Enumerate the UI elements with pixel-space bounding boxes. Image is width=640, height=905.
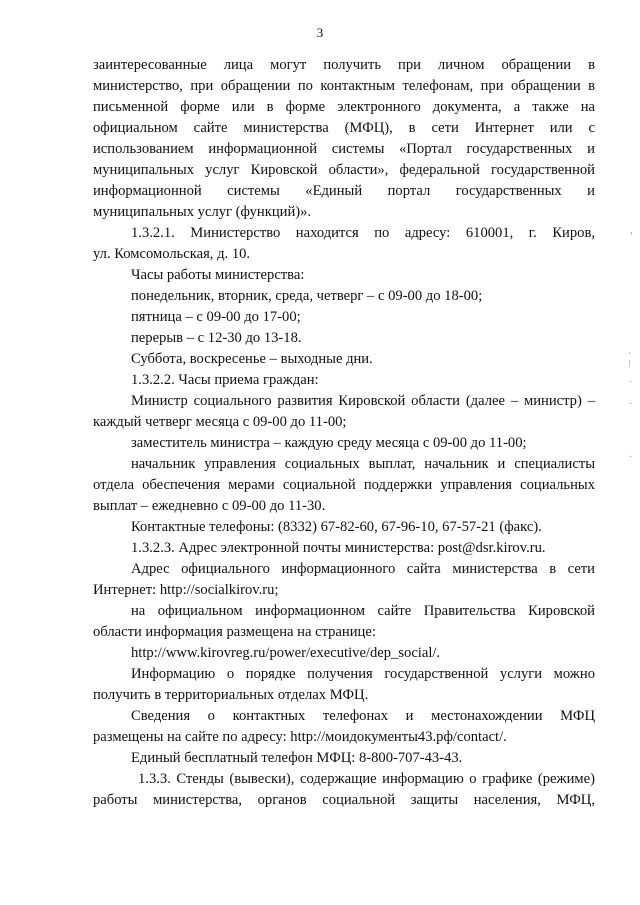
- text-line: выплат – ежедневно с 09-00 до 11-30.: [93, 498, 326, 514]
- text-line: работы министерства, органов социальной защиты населения, МФЦ,: [93, 792, 595, 808]
- text-line: каждый четверг месяца с 09-00 до 11-00;: [93, 414, 347, 430]
- text-line: письменной форме или в форме электронного документа, а также на: [93, 99, 595, 115]
- text-line: муниципальных услуг Кировской области», федеральной государственной: [93, 162, 595, 178]
- text-line: информационной системы «Единый портал государственных и: [93, 183, 595, 199]
- text-line: получить в территориальных отделах МФЦ.: [93, 687, 369, 703]
- text-line: отдела обеспечения мерами социальной поддержки управления социальных: [93, 477, 595, 493]
- margin-mark: ': [630, 231, 633, 242]
- margin-mark: ·: [629, 452, 633, 463]
- text-line: заместитель министра – каждую среду месяца с 09-00 до 11-00;: [131, 435, 527, 451]
- text-line: Министр социального развития Кировской области (далее – министр) –: [131, 393, 595, 409]
- margin-mark: ·: [629, 399, 633, 410]
- margin-mark: ⁝: [628, 359, 632, 370]
- text-line: 1.3.2.1. Министерство находится по адресу: 610001, г. Киров,: [131, 225, 595, 241]
- margin-mark: ·: [629, 377, 633, 388]
- text-line: Адрес официального информационного сайта министерства в сети: [131, 561, 595, 577]
- text-line: Интернет: http://socialkirov.ru;: [93, 582, 279, 598]
- text-line: Сведения о контактных телефонах и местонахождении МФЦ: [131, 708, 595, 724]
- text-line: 1.3.2.3. Адрес электронной почты министерства: post@dsr.kirov.ru.: [131, 540, 546, 556]
- text-line: Контактные телефоны: (8332) 67-82-60, 67-96-10, 67-57-21 (факс).: [131, 519, 542, 535]
- text-line: заинтересованные лица могут получить при личном обращении в: [93, 57, 595, 73]
- text-line: Единый бесплатный телефон МФЦ: 8-800-707-43-43.: [131, 750, 463, 766]
- text-line: 1.3.2.2. Часы приема граждан:: [131, 372, 319, 388]
- body-text: [93, 55, 595, 811]
- text-line: использованием информационной системы «Портал государственных и: [93, 141, 595, 157]
- text-line: официальном сайте министерства (МФЦ), в сети Интернет или с: [93, 120, 595, 136]
- margin-mark: ·: [628, 349, 632, 360]
- text-line: ул. Комсомольская, д. 10.: [93, 246, 251, 262]
- text-line: Часы работы министерства:: [131, 267, 305, 283]
- text-line: на официальном информационном сайте Правительства Кировской: [131, 603, 595, 619]
- text-line: начальник управления социальных выплат, начальник и специалисты: [131, 456, 595, 472]
- text-line: пятница – с 09-00 до 17-00;: [131, 309, 301, 325]
- text-line: Информацию о порядке получения государственной услуги можно: [131, 666, 595, 682]
- text-line: перерыв – с 12-30 до 13-18.: [131, 330, 302, 346]
- text-line: Суббота, воскресенье – выходные дни.: [131, 351, 373, 367]
- text-line: министерство, при обращении по контактным телефонам, при обращении в: [93, 78, 595, 94]
- text-line: области информация размещена на странице:: [93, 624, 376, 640]
- text-line: http://www.kirovreg.ru/power/executive/dep_social/.: [131, 645, 441, 661]
- text-line: муниципальных услуг (функций)».: [93, 204, 312, 220]
- text-line: понедельник, вторник, среда, четверг – с 09-00 до 18-00;: [131, 288, 483, 304]
- text-line: 1.3.3. Стенды (вывески), содержащие информацию о графике (режиме): [138, 771, 595, 787]
- text-line: размещены на сайте по адресу: http://моидокументы43.рф/contact/.: [93, 729, 507, 745]
- page-number: 3: [316, 25, 324, 40]
